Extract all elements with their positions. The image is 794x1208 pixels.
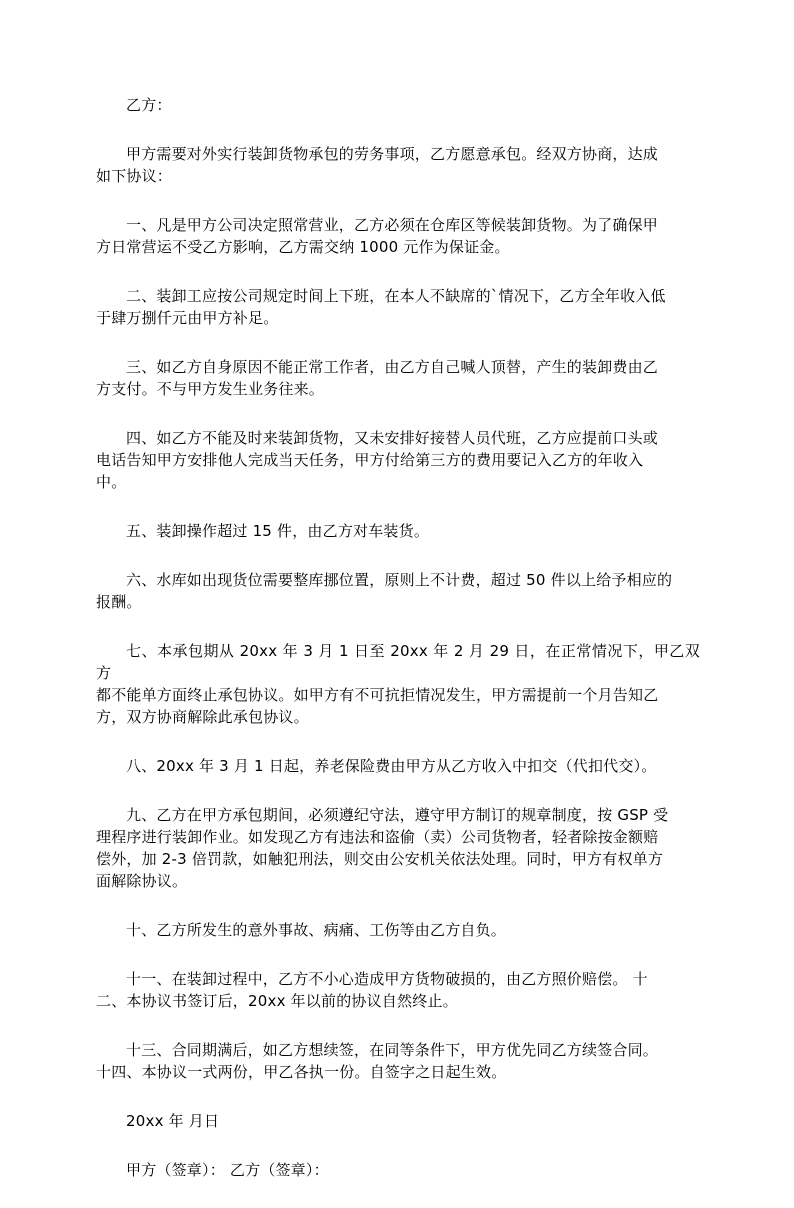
paragraph-line: 面解除协议。 xyxy=(96,872,188,890)
paragraph-9 xyxy=(96,640,700,728)
paragraph-15 xyxy=(96,1110,700,1132)
paragraph-3 xyxy=(96,214,700,258)
paragraph-line: 十、乙方所发生的意外事故、病痛、工伤等由乙方自负。 xyxy=(126,921,507,939)
paragraph-line: 方，双方协商解除此承包协议。 xyxy=(96,708,309,726)
paragraph-7 xyxy=(96,520,700,542)
paragraph-line: 五、装卸操作超过 15 件，由乙方对车装货。 xyxy=(126,522,430,540)
paragraph-line: 四、如乙方不能及时来装卸货物，又未安排好接替人员代班，乙方应提前口头或 xyxy=(126,429,659,447)
paragraph-8 xyxy=(96,569,700,613)
paragraph-2 xyxy=(96,143,700,187)
paragraph-14 xyxy=(96,1039,700,1083)
paragraph-line: 电话告知甲方安排他人完成当天任务，甲方付给第三方的费用要记入乙方的年收入 xyxy=(96,451,644,469)
paragraph-16 xyxy=(96,1159,700,1181)
paragraph-line: 于肆万捌仟元由甲方补足。 xyxy=(96,309,279,327)
paragraph-line: 甲方（签章）： 乙方（签章）： xyxy=(126,1161,329,1179)
paragraph-line: 三、如乙方自身原因不能正常工作者，由乙方自己喊人顶替，产生的装卸费由乙 xyxy=(126,358,659,376)
paragraph-line: 偿外，加 2-3 倍罚款，如触犯刑法，则交由公安机关依法处理。同时，甲方有权单方 xyxy=(96,850,664,868)
paragraph-line: 六、水库如出现货位需要整库挪位置，原则上不计费，超过 50 件以上给予相应的 xyxy=(126,571,673,589)
paragraph-line: 理程序进行装卸作业。如发现乙方有违法和盗偷（卖）公司货物者，轻者除按金额赔 xyxy=(96,828,659,846)
paragraph-line: 八、20xx 年 3 月 1 日起，养老保险费由甲方从乙方收入中扣交（代扣代交）。 xyxy=(126,757,657,775)
paragraph-line: 都不能单方面终止承包协议。如甲方有不可抗拒情况发生，甲方需提前一个月告知乙 xyxy=(96,686,659,704)
paragraph-11 xyxy=(96,804,700,892)
paragraph-6 xyxy=(96,427,700,493)
paragraph-10 xyxy=(96,755,700,777)
paragraph-line: 二、本协议书签订后，20xx 年以前的协议自然终止。 xyxy=(96,992,458,1010)
paragraph-4 xyxy=(96,285,700,329)
paragraph-5 xyxy=(96,356,700,400)
paragraph-line: 十四、本协议一式两份，甲乙各执一份。自签字之日起生效。 xyxy=(96,1063,507,1081)
paragraph-line: 如下协议： xyxy=(96,167,173,185)
paragraph-line: 乙方： xyxy=(126,96,172,114)
paragraph-line: 二、装卸工应按公司规定时间上下班，在本人不缺席的`情况下，乙方全年收入低 xyxy=(126,287,666,305)
paragraph-line: 十三、合同期满后，如乙方想续签，在同等条件下，甲方优先同乙方续签合同。 xyxy=(126,1041,659,1059)
paragraph-1 xyxy=(96,94,700,116)
paragraph-line: 甲方需要对外实行装卸货物承包的劳务事项，乙方愿意承包。经双方协商，达成 xyxy=(126,145,659,163)
paragraph-line: 20xx 年 月日 xyxy=(126,1112,220,1130)
paragraph-line: 一、凡是甲方公司决定照常营业，乙方必须在仓库区等候装卸货物。为了确保甲 xyxy=(126,216,659,234)
paragraph-13 xyxy=(96,968,700,1012)
document-body xyxy=(96,94,700,1208)
paragraph-line: 七、本承包期从 20xx 年 3 月 1 日至 20xx 年 2 月 29 日，在正常情况下，甲乙双方 xyxy=(96,642,700,682)
paragraph-line: 十一、在装卸过程中，乙方不小心造成甲方货物破损的，由乙方照价赔偿。 十 xyxy=(126,970,648,988)
paragraph-line: 方日常营运不受乙方影响，乙方需交纳 1000 元作为保证金。 xyxy=(96,238,510,256)
paragraph-line: 中。 xyxy=(96,473,127,491)
paragraph-line: 九、乙方在甲方承包期间，必须遵纪守法，遵守甲方制订的规章制度，按 GSP 受 xyxy=(126,806,669,824)
paragraph-line: 报酬。 xyxy=(96,593,142,611)
paragraph-12 xyxy=(96,919,700,941)
paragraph-line: 方支付。不与甲方发生业务往来。 xyxy=(96,380,325,398)
